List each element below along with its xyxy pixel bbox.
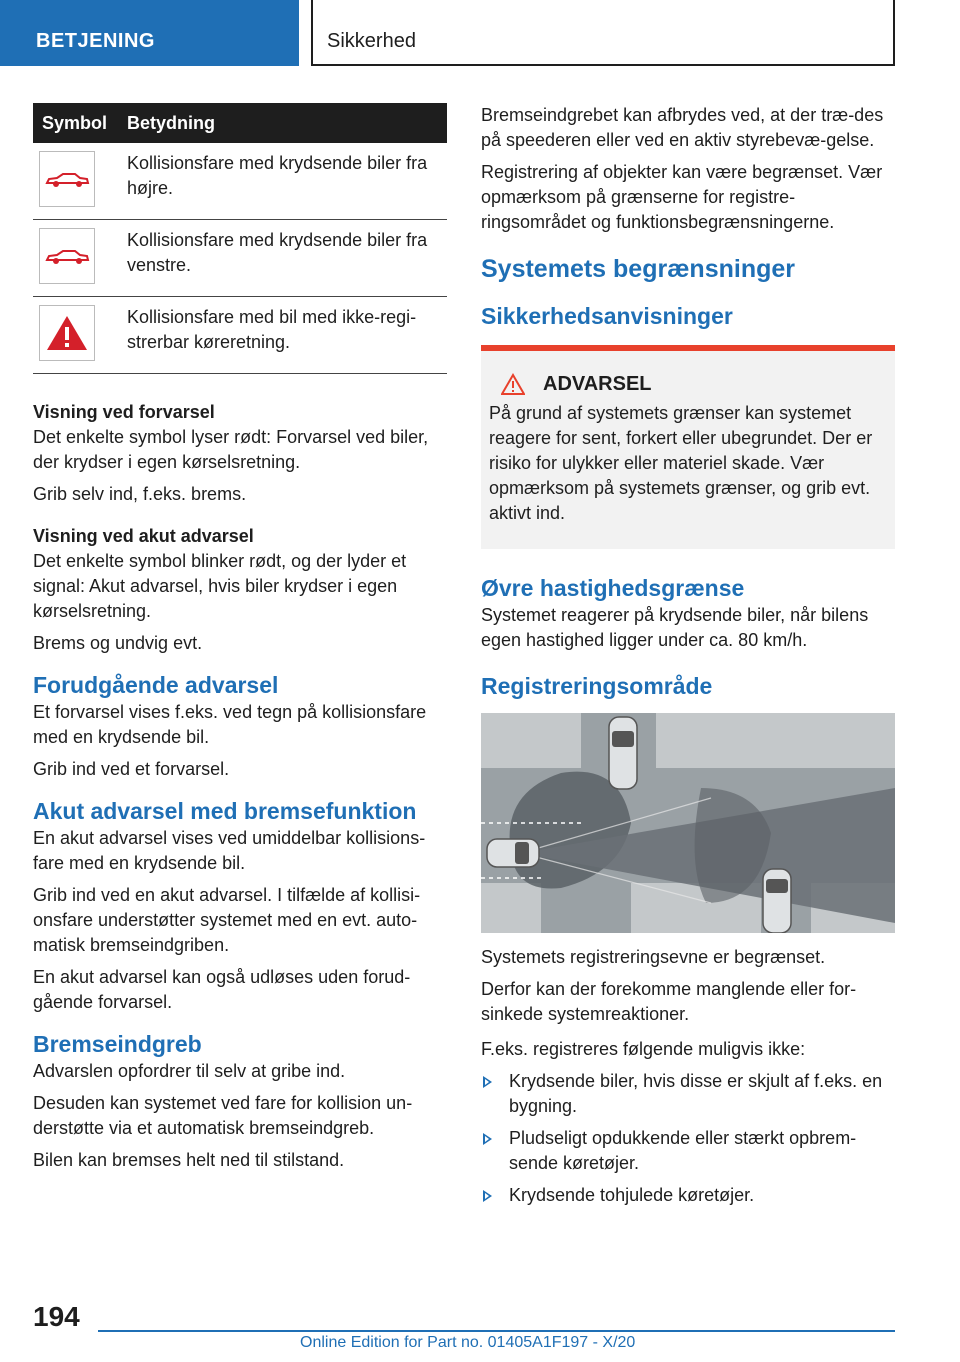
list-item: Pludseligt opdukkende eller stærkt opbrem-sende køretøjer.: [481, 1126, 895, 1176]
chapter-heading: Systemets begrænsninger: [481, 255, 795, 283]
table-cell-meaning: Kollisionsfare med bil med ikke-regi-strerbar køreretning.: [127, 297, 447, 374]
car-red-icon: [39, 151, 95, 207]
footer-edition: Online Edition for Part no. 01405A1F197 - X/20: [300, 1334, 636, 1351]
chapter-tab: [0, 0, 299, 66]
table-row: [33, 220, 447, 297]
warning-outline-icon: [501, 373, 525, 395]
table-header-row: [33, 103, 447, 143]
paragraph: Grib ind ved en akut advarsel. I tilfælde af kollisi-onsfare understøtter systemet med en evt. auto-matisk bremseindgriben.: [33, 885, 421, 955]
car-top-icon: [609, 717, 637, 789]
paragraph: Desuden kan systemet ved fare for kollision un-derstøtte via et automatisk bremseindgreb.: [33, 1093, 413, 1138]
triangle-bullet-icon: [483, 1133, 492, 1145]
akut-heading: Visning ved akut advarsel: [33, 526, 254, 546]
car-red-icon: [39, 228, 95, 284]
paragraph: Bremseindgrebet kan afbrydes ved, at der træ-des på speederen eller ved en aktiv styrebevæ-gelse.: [481, 105, 884, 150]
paragraph: Derfor kan der forekomme manglende eller for-sinkede systemreaktioner.: [481, 979, 857, 1024]
section-title: Registreringsområde: [481, 673, 713, 699]
warning-triangle-icon: [39, 305, 95, 361]
paragraph: Grib ind ved et forvarsel.: [33, 759, 230, 779]
paragraph: Bilen kan bremses helt ned til stilstand.: [33, 1150, 345, 1170]
paragraph: Brems og undvig evt.: [33, 633, 203, 653]
detection-area-diagram: [481, 713, 895, 933]
paragraph: En akut advarsel vises ved umiddelbar kollisions-fare med en krydsende bil.: [33, 828, 426, 873]
section-title: Øvre hastighedsgrænse: [481, 575, 745, 601]
paragraph: F.eks. registreres følgende muligvis ikke:: [481, 1039, 806, 1059]
paragraph: En akut advarsel kan også udløses uden forud-gående forvarsel.: [33, 967, 411, 1012]
topic-tab: [311, 0, 895, 66]
warning-title: ADVARSEL: [543, 373, 652, 395]
topic-label: Sikkerhed: [327, 30, 416, 52]
car-top-icon: [487, 839, 539, 867]
paragraph: Det enkelte symbol lyser rødt: Forvarsel ved biler, der krydser i egen kørselsretning.: [33, 427, 429, 472]
limitations-list: [481, 1069, 895, 1208]
section-title: Forudgående advarsel: [33, 672, 279, 698]
list-item: Krydsende tohjulede køretøjer.: [481, 1183, 895, 1208]
paragraph: Det enkelte symbol blinker rødt, og der lyder et signal: Akut advarsel, hvis biler krydser i egen kørselsretning.: [33, 551, 407, 621]
forvarsel-heading: Visning ved forvarsel: [33, 402, 215, 422]
table-row: [33, 143, 447, 220]
table-header-meaning: Betydning: [127, 103, 447, 143]
paragraph: Registrering af objekter kan være begrænset. Vær opmærksom på grænserne for registre-ringsområdet og funktionsbegrænsningerne.: [481, 162, 883, 232]
paragraph: Et forvarsel vises f.eks. ved tegn på kollisionsfare med en krydsende bil.: [33, 702, 427, 747]
paragraph: Systemets registreringsevne er begrænset.: [481, 947, 826, 967]
page-number: 194: [33, 1301, 80, 1332]
warning-box: [481, 345, 895, 549]
footer-divider: [98, 1330, 895, 1332]
list-item: Krydsende biler, hvis disse er skjult af f.eks. en bygning.: [481, 1069, 895, 1119]
table-header-symbol: Symbol: [33, 103, 127, 143]
car-top-icon: [763, 869, 791, 933]
section-title: Bremseindgreb: [33, 1031, 202, 1057]
section-title: Akut advarsel med bremsefunktion: [33, 798, 417, 824]
table-cell-meaning: Kollisionsfare med krydsende biler fra højre.: [127, 143, 447, 220]
symbol-table: [33, 103, 447, 374]
chapter-label: BETJENING: [36, 30, 155, 52]
section-title: Sikkerhedsanvisninger: [481, 303, 733, 329]
paragraph: Systemet reagerer på krydsende biler, når bilens egen hastighed ligger under ca. 80 km/h.: [481, 605, 869, 650]
warning-text: På grund af systemets grænser kan systemet reagere for sent, forkert eller ubegrundet. Der er risiko for ulykker eller materiel skade. Vær opmærksom på systemets grænser, og grib evt. aktivt ind.: [489, 403, 873, 523]
left-column: [33, 103, 447, 1180]
paragraph: Advarslen opfordrer til selv at gribe ind.: [33, 1061, 346, 1081]
table-row: [33, 297, 447, 374]
table-cell-meaning: Kollisionsfare med krydsende biler fra venstre.: [127, 220, 447, 297]
right-column: [481, 103, 895, 1215]
triangle-bullet-icon: [483, 1190, 492, 1202]
paragraph: Grib selv ind, f.eks. brems.: [33, 484, 247, 504]
triangle-bullet-icon: [483, 1076, 492, 1088]
